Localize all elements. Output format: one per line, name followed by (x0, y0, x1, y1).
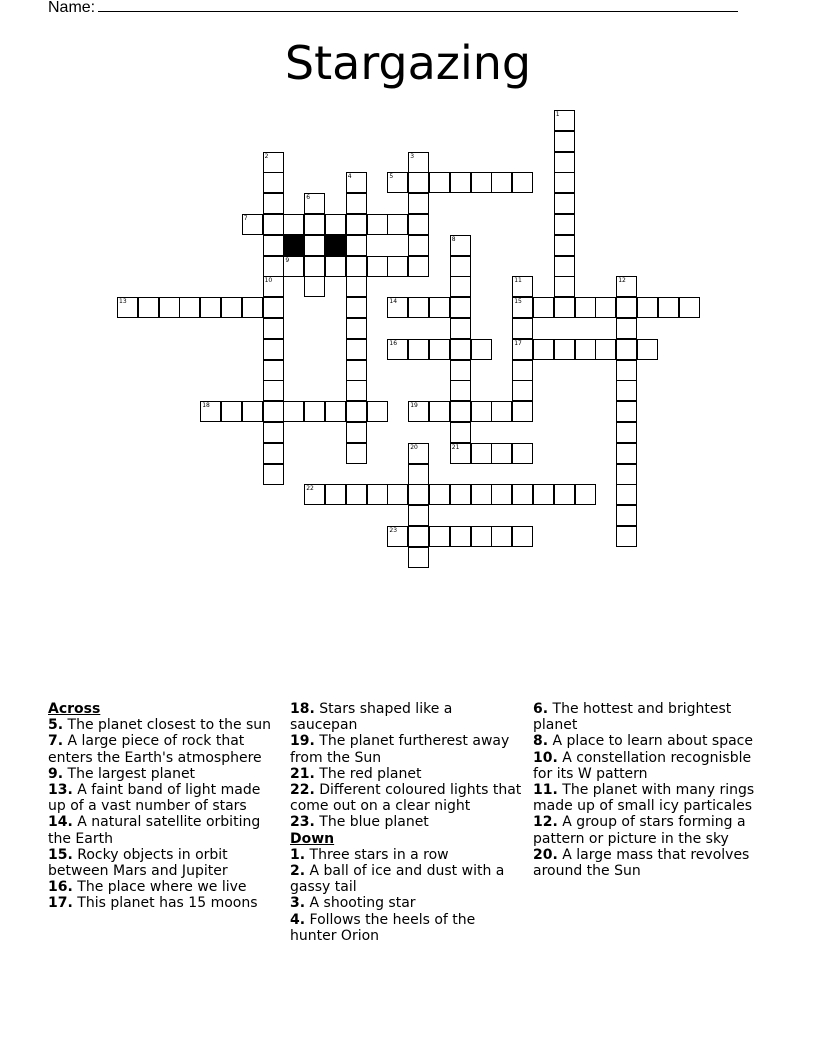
grid-cell[interactable] (346, 360, 367, 381)
grid-cell[interactable] (200, 297, 221, 318)
clue-number: 18. (290, 701, 315, 717)
grid-cell[interactable] (408, 526, 429, 547)
clue-item (533, 750, 765, 782)
down-heading: Down (290, 830, 335, 847)
grid-cell[interactable] (575, 484, 596, 505)
grid-cell[interactable] (263, 235, 284, 256)
grid-cell[interactable] (159, 297, 180, 318)
grid-cell[interactable] (346, 380, 367, 401)
clue-number-label: 8 (451, 235, 456, 243)
grid-cell[interactable] (346, 443, 367, 464)
grid-cell[interactable] (283, 401, 304, 422)
clue-number-label: 19 (410, 402, 418, 410)
clue-item (290, 895, 522, 911)
grid-cell[interactable] (408, 172, 429, 193)
clue-item (533, 701, 765, 733)
grid-cell[interactable] (387, 484, 408, 505)
grid-cell[interactable] (429, 172, 450, 193)
grid-cell[interactable] (346, 235, 367, 256)
grid-cell[interactable] (512, 484, 533, 505)
clue-column-3 (533, 701, 765, 879)
grid-cell[interactable] (367, 484, 388, 505)
grid-cell[interactable] (283, 214, 304, 235)
clue-text: Follows the heels of the hunter Orion (290, 911, 476, 944)
grid-cell[interactable] (304, 235, 325, 256)
grid-cell[interactable] (346, 484, 367, 505)
grid-cell[interactable] (512, 443, 533, 464)
grid-cell[interactable] (616, 526, 637, 547)
grid-cell[interactable] (595, 297, 616, 318)
clue-number: 19. (290, 733, 315, 750)
clue-item (533, 733, 765, 749)
clue-number: 21. (290, 765, 315, 782)
grid-cell[interactable] (263, 464, 284, 485)
clue-number: 1. (290, 846, 306, 863)
clue-text: The blue planet (314, 814, 429, 831)
clue-text: Different coloured lights that come out on a clear night (290, 782, 522, 815)
clue-text: The largest planet (63, 765, 196, 782)
across-heading: Across (48, 701, 101, 717)
grid-cell[interactable] (242, 297, 263, 318)
grid-cell[interactable] (221, 401, 242, 422)
grid-cell[interactable] (346, 339, 367, 360)
grid-cell[interactable] (533, 297, 554, 318)
grid-cell[interactable] (575, 339, 596, 360)
clue-number-label: 2 (264, 152, 269, 160)
grid-cell[interactable] (408, 464, 429, 485)
grid-cell[interactable] (450, 276, 471, 297)
clue-number-label: 7 (243, 215, 248, 222)
grid-cell[interactable] (450, 526, 471, 547)
puzzle-title: Stargazing (284, 36, 532, 90)
grid-cell[interactable] (491, 484, 512, 505)
clue-item (48, 847, 280, 879)
clue-item (48, 895, 280, 911)
clue-number-label: 20 (410, 443, 418, 451)
grid-cell[interactable] (263, 380, 284, 401)
grid-cell[interactable] (408, 547, 429, 568)
grid-cell[interactable] (138, 297, 159, 318)
clue-item (48, 814, 280, 846)
grid-cell[interactable] (512, 360, 533, 381)
grid-cell[interactable] (367, 256, 388, 277)
grid-cell[interactable] (637, 339, 658, 360)
grid-cell[interactable] (491, 526, 512, 547)
grid-cell[interactable] (450, 172, 471, 193)
clue-number: 6. (533, 701, 549, 717)
grid-cell[interactable] (263, 360, 284, 381)
grid-cell[interactable] (658, 297, 679, 318)
clue-number-label: 17 (514, 339, 522, 347)
grid-cell[interactable] (263, 172, 284, 193)
grid-cell[interactable] (263, 193, 284, 214)
grid-cell[interactable] (554, 484, 575, 505)
grid-cell[interactable] (387, 256, 408, 277)
clue-text: The place where we live (72, 879, 247, 896)
clue-number-label: 9 (285, 256, 290, 264)
grid-cell[interactable] (429, 401, 450, 422)
clue-number: 9. (48, 765, 64, 782)
grid-cell[interactable] (450, 256, 471, 277)
grid-cell[interactable] (179, 297, 200, 318)
grid-cell[interactable] (408, 256, 429, 277)
clue-number: 13. (48, 782, 73, 799)
grid-cell[interactable] (471, 172, 492, 193)
clue-number-label: 16 (389, 339, 398, 347)
grid-cell[interactable] (450, 360, 471, 381)
grid-cell[interactable] (554, 339, 575, 360)
grid-cell[interactable] (346, 193, 367, 214)
grid-cell[interactable] (429, 526, 450, 547)
grid-cell[interactable] (616, 360, 637, 381)
grid-cell[interactable] (408, 297, 429, 318)
clue-number: 10. (533, 749, 558, 766)
grid-cell[interactable] (263, 339, 284, 360)
clue-number-label: 4 (347, 173, 352, 181)
clue-number-label: 15 (514, 298, 522, 306)
grid-cell[interactable] (450, 484, 471, 505)
grid-cell[interactable] (263, 297, 284, 318)
black-square (325, 235, 346, 256)
grid-cell[interactable] (325, 401, 346, 422)
clue-number: 16. (48, 879, 73, 896)
grid-cell[interactable] (512, 318, 533, 339)
clue-text: This planet has 15 moons (72, 895, 258, 912)
clue-number: 8. (533, 733, 549, 750)
grid-cell[interactable] (304, 256, 325, 277)
clue-number: 14. (48, 814, 73, 831)
clue-item (290, 701, 522, 733)
clue-number-label: 13 (119, 298, 127, 306)
grid-cell[interactable] (512, 526, 533, 547)
grid-cell[interactable] (325, 484, 346, 505)
clue-text: A large piece of rock that enters the Earth's atmosphere (48, 733, 262, 766)
grid-cell[interactable] (554, 235, 575, 256)
clue-number-label: 6 (306, 194, 311, 202)
grid-cell[interactable] (221, 297, 242, 318)
clue-item (533, 847, 765, 879)
clue-number: 4. (290, 911, 306, 928)
grid-cell[interactable] (637, 297, 658, 318)
grid-cell[interactable] (408, 235, 429, 256)
grid-cell[interactable] (346, 297, 367, 318)
grid-cell[interactable] (346, 318, 367, 339)
clue-number: 12. (533, 814, 558, 831)
grid-cell[interactable] (554, 172, 575, 193)
clue-text: A large mass that revolves around the Sun (533, 846, 750, 880)
grid-cell[interactable] (429, 339, 450, 360)
grid-cell[interactable] (533, 484, 554, 505)
clue-item (48, 782, 280, 814)
clue-number: 20. (533, 846, 558, 863)
clue-number-label: 23 (389, 527, 398, 534)
grid-cell[interactable] (512, 401, 533, 422)
clue-text: A shooting star (305, 895, 416, 912)
grid-cell[interactable] (450, 380, 471, 401)
grid-cell[interactable] (491, 401, 512, 422)
grid-cell[interactable] (471, 339, 492, 360)
grid-cell[interactable] (554, 131, 575, 152)
grid-cell[interactable] (616, 422, 637, 443)
grid-cell[interactable] (346, 256, 367, 277)
grid-cell[interactable] (450, 297, 471, 318)
clue-text: The planet furtherest away from the Sun (290, 733, 510, 766)
grid-cell[interactable] (491, 172, 512, 193)
grid-cell[interactable] (512, 380, 533, 401)
clue-number-label: 22 (306, 485, 314, 493)
clue-item (290, 847, 522, 863)
grid-cell[interactable] (450, 339, 471, 360)
grid-cell[interactable] (616, 484, 637, 505)
clue-item (48, 879, 280, 895)
clue-item (533, 814, 765, 846)
grid-cell[interactable] (263, 256, 284, 277)
grid-cell[interactable] (491, 443, 512, 464)
clue-item (290, 814, 522, 830)
grid-cell[interactable] (450, 401, 471, 422)
clue-number: 22. (290, 782, 315, 799)
clue-number: 3. (290, 895, 306, 912)
grid-cell[interactable] (512, 172, 533, 193)
grid-cell[interactable] (304, 276, 325, 297)
clue-number: 17. (48, 895, 73, 912)
grid-cell[interactable] (346, 276, 367, 297)
grid-cell[interactable] (554, 256, 575, 277)
grid-cell[interactable] (367, 401, 388, 422)
clue-text: The red planet (314, 765, 422, 782)
grid-cell[interactable] (575, 297, 596, 318)
grid-cell[interactable] (679, 297, 700, 318)
black-square (283, 235, 304, 256)
grid-cell[interactable] (429, 297, 450, 318)
clue-number: 11. (533, 782, 558, 799)
grid-cell[interactable] (263, 422, 284, 443)
grid-cell[interactable] (554, 276, 575, 297)
clue-number-label: 14 (389, 298, 398, 306)
grid-cell[interactable] (471, 484, 492, 505)
grid-cell[interactable] (616, 339, 637, 360)
grid-cell[interactable] (408, 484, 429, 505)
clue-number: 23. (290, 814, 315, 831)
grid-cell[interactable] (616, 380, 637, 401)
clue-item (290, 766, 522, 782)
grid-cell[interactable] (616, 318, 637, 339)
grid-cell[interactable] (554, 214, 575, 235)
grid-cell[interactable] (325, 256, 346, 277)
clue-text: The planet with many rings made up of small icy particales (533, 782, 755, 815)
grid-cell[interactable] (616, 401, 637, 422)
clue-text: The planet closest to the sun (63, 717, 272, 734)
grid-cell[interactable] (595, 339, 616, 360)
clue-item (290, 863, 522, 895)
clue-item (533, 782, 765, 814)
clue-text: Stars shaped like a saucepan (290, 701, 453, 734)
clue-number: 2. (290, 863, 306, 880)
grid-cell[interactable] (471, 401, 492, 422)
grid-cell[interactable] (367, 214, 388, 235)
clue-text: The hottest and brightest planet (533, 701, 732, 734)
clue-text: Rocky objects in orbit between Mars and Jupiter (48, 846, 228, 880)
grid-cell[interactable] (429, 484, 450, 505)
grid-cell[interactable] (408, 193, 429, 214)
grid-cell[interactable] (554, 152, 575, 173)
clue-column-2 (290, 701, 522, 944)
grid-cell[interactable] (450, 422, 471, 443)
clue-number-label: 12 (618, 277, 626, 285)
clue-item (290, 733, 522, 765)
grid-cell[interactable] (346, 401, 367, 422)
clue-number-label: 21 (451, 443, 460, 451)
grid-cell[interactable] (242, 401, 263, 422)
clue-text: A group of stars forming a pattern or picture in the sky (533, 814, 746, 847)
grid-cell[interactable] (554, 193, 575, 214)
grid-cell[interactable] (346, 422, 367, 443)
clue-item (48, 733, 280, 765)
grid-cell[interactable] (533, 339, 554, 360)
grid-cell[interactable] (616, 443, 637, 464)
grid-cell[interactable] (387, 214, 408, 235)
clue-number: 5. (48, 717, 64, 734)
grid-cell[interactable] (263, 214, 284, 235)
grid-cell[interactable] (263, 401, 284, 422)
clue-text: A constellation recognisble for its W pattern (533, 749, 752, 782)
clue-item (48, 717, 280, 733)
clue-text: Three stars in a row (305, 846, 449, 863)
grid-cell[interactable] (554, 297, 575, 318)
clue-number-label: 1 (555, 111, 560, 118)
grid-cell[interactable] (325, 214, 346, 235)
clue-text: A natural satellite orbiting the Earth (48, 814, 261, 847)
grid-cell[interactable] (450, 318, 471, 339)
grid-cell[interactable] (408, 339, 429, 360)
name-label: Name: (48, 0, 96, 16)
grid-cell[interactable] (263, 443, 284, 464)
grid-cell[interactable] (346, 214, 367, 235)
clue-text: A ball of ice and dust with a gassy tail (290, 863, 505, 896)
grid-cell[interactable] (304, 214, 325, 235)
clue-number-label: 10 (264, 277, 273, 285)
clue-column-1 (48, 701, 280, 912)
clue-text: A place to learn about space (548, 733, 753, 750)
grid-cell[interactable] (263, 318, 284, 339)
grid-cell[interactable] (471, 526, 492, 547)
clue-item (48, 766, 280, 782)
grid-cell[interactable] (616, 464, 637, 485)
clue-number-label: 3 (410, 152, 415, 160)
grid-cell[interactable] (616, 505, 637, 526)
clue-number-label: 11 (514, 277, 522, 285)
clue-number-label: 18 (202, 402, 210, 410)
grid-cell[interactable] (471, 443, 492, 464)
clue-number-label: 5 (389, 173, 394, 181)
grid-cell[interactable] (304, 401, 325, 422)
grid-cell[interactable] (408, 505, 429, 526)
clue-item (290, 912, 522, 944)
clue-number: 7. (48, 733, 64, 750)
grid-cell[interactable] (616, 297, 637, 318)
clue-number: 15. (48, 846, 73, 863)
clue-text: A faint band of light made up of a vast number of stars (48, 782, 261, 815)
grid-cell[interactable] (408, 214, 429, 235)
clue-item (290, 782, 522, 814)
